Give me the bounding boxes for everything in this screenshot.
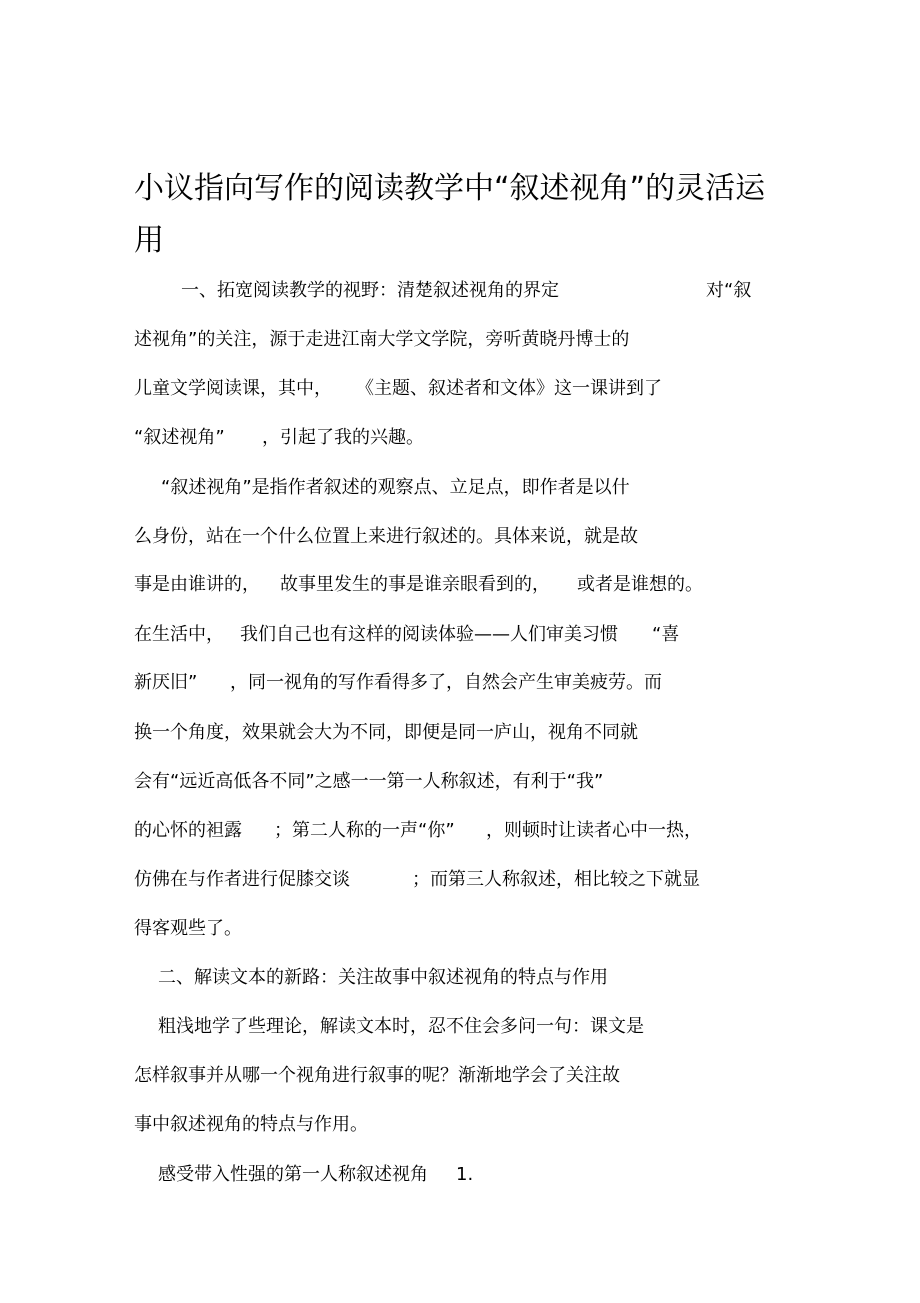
paragraph-line: 事中叙述视角的特点与作用。: [134, 1114, 368, 1135]
paragraph-line: 得客观些了。: [134, 918, 242, 939]
paragraph-line: 会有“远近高低各不同”之感一一第一人称叙述，有利于“我”: [134, 771, 604, 792]
document-title: [134, 163, 794, 267]
paragraph-line: 我们自己也有这样的阅读体验——人们审美习惯: [240, 624, 618, 645]
paragraph-line: 么身份，站在一个什么位置上来进行叙述的。具体来说，就是故: [134, 526, 638, 547]
paragraph-line: 述视角”的关注，源于走进江南大学文学院，旁听黄晓丹博士的: [134, 329, 630, 350]
paragraph-line: 事是由谁讲的，: [134, 574, 260, 595]
title-line-2: 用: [134, 223, 164, 258]
paragraph-line: 或者是谁想的。: [577, 574, 703, 595]
paragraph-line: ，则顿时让读者心中一热，: [486, 820, 702, 841]
paragraph-line: “叙述视角”: [134, 427, 225, 448]
paragraph-line: ；第二人称的一声“你”: [274, 820, 455, 841]
paragraph-line: 怎样叙事并从哪一个视角进行叙事的呢？渐渐地学会了关注故: [134, 1065, 620, 1086]
paragraph-line: 新厌旧”: [134, 672, 198, 693]
paragraph-line: “喜: [652, 624, 680, 645]
paragraph-line: 粗浅地学了些理论，解读文本时，忍不住会多问一句：课文是: [158, 1016, 644, 1037]
paragraph-line: 仿佛在与作者进行促膝交谈: [134, 869, 350, 890]
paragraph-line: 对“叙: [706, 280, 752, 301]
title-line-1: 小议指向写作的阅读教学中“叙述视角”的灵活运: [134, 171, 766, 206]
paragraph-line: 在生活中，: [134, 624, 224, 645]
paragraph-line: 故事里发生的事是谁亲眼看到的，: [280, 574, 550, 595]
subsection-number: 1.: [456, 1164, 474, 1185]
paragraph-line: “叙述视角”是指作者叙述的观察点、立足点，即作者是以什: [161, 477, 630, 498]
subsection-heading: 感受带入性强的第一人称叙述视角: [158, 1164, 428, 1185]
section-heading-2: 二、解读文本的新路：关注故事中叙述视角的特点与作用: [158, 967, 608, 988]
paragraph-line: 儿童文学阅读课，其中，: [134, 378, 332, 399]
paragraph-line: ，引起了我的兴趣。: [262, 427, 424, 448]
section-heading-1: 一、拓宽阅读教学的视野：清楚叙述视角的界定: [181, 280, 559, 301]
paragraph-line: ；而第三人称叙述，相比较之下就显: [412, 869, 700, 890]
paragraph-line: 换一个角度，效果就会大为不同，即便是同一庐山，视角不同就: [134, 722, 638, 743]
paragraph-line: ，同一视角的写作看得多了，自然会产生审美疲劳。而: [230, 672, 662, 693]
paragraph-line: 的心怀的袒露: [134, 820, 242, 841]
paragraph-line: 《主题、叙述者和文体》这一课讲到了: [356, 378, 662, 399]
